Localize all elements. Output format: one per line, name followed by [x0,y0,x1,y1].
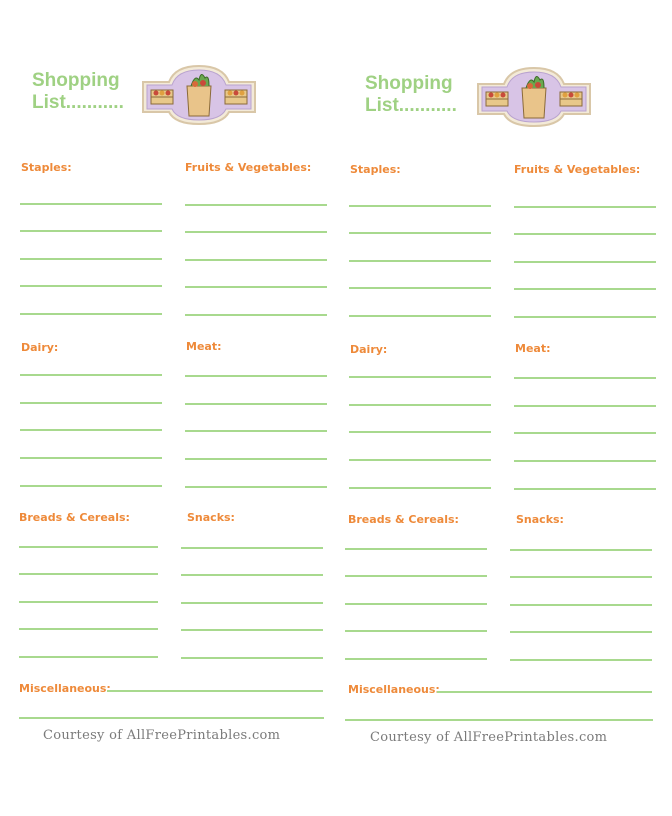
write-in-line[interactable] [19,717,324,719]
category-snacks: Snacks: [516,513,564,526]
write-in-line[interactable] [514,288,656,290]
write-in-line[interactable] [345,575,487,577]
write-in-line[interactable] [510,549,652,551]
produce-crate-icon [151,90,173,104]
write-in-line[interactable] [20,485,162,487]
write-in-line[interactable] [349,232,491,234]
credit-footer: Courtesy of AllFreePrintables.com [370,730,608,745]
write-in-line[interactable] [345,658,487,660]
list-title [365,73,457,117]
write-in-line[interactable] [510,659,652,661]
write-in-line[interactable] [19,601,158,603]
write-in-line[interactable] [20,203,162,205]
category-breads-cereals: Breads & Cereals: [348,513,459,526]
write-in-line[interactable] [514,488,656,490]
credit-footer: Courtesy of AllFreePrintables.com [43,728,281,743]
category-fruits-vegetables: Fruits & Vegetables: [514,163,641,176]
write-in-line[interactable] [345,719,653,721]
grocery-bag-icon [470,66,598,128]
write-in-line[interactable] [181,602,323,604]
write-in-line[interactable] [514,233,656,235]
write-in-line[interactable] [185,231,327,233]
write-in-line[interactable] [185,375,327,377]
write-in-line[interactable] [185,458,327,460]
write-in-line[interactable] [514,261,656,263]
write-in-line[interactable] [19,573,158,575]
produce-crate-icon [486,92,508,106]
write-in-line[interactable] [185,259,327,261]
write-in-line[interactable] [19,628,158,630]
write-in-line[interactable] [185,286,327,288]
write-in-line[interactable] [349,205,491,207]
category-dairy: Dairy: [350,343,388,356]
write-in-line[interactable] [514,316,656,318]
title-line-1: Shopping [365,73,453,94]
write-in-line[interactable] [20,313,162,315]
write-in-line[interactable] [349,260,491,262]
write-in-line[interactable] [514,377,656,379]
write-in-line[interactable] [510,576,652,578]
write-in-line[interactable] [181,657,323,659]
category-meat: Meat: [515,342,551,355]
write-in-line[interactable] [19,546,158,548]
produce-crate-icon-right [560,92,582,106]
category-breads-cereals: Breads & Cereals: [19,511,130,524]
category-meat: Meat: [186,340,222,353]
produce-crate-icon-right [225,90,247,104]
category-miscellaneous: Miscellaneous: [348,683,440,696]
write-in-line[interactable] [20,374,162,376]
write-in-line[interactable] [20,230,162,232]
write-in-line[interactable] [185,486,327,488]
category-staples: Staples: [21,161,72,174]
write-in-line[interactable] [181,547,323,549]
write-in-line[interactable] [514,460,656,462]
title-line-2: List........... [365,95,457,116]
write-in-line[interactable] [514,405,656,407]
write-in-line[interactable] [349,376,491,378]
category-staples: Staples: [350,163,401,176]
write-in-line[interactable] [185,204,327,206]
write-in-line[interactable] [514,432,656,434]
write-in-line[interactable] [185,403,327,405]
write-in-line[interactable] [345,630,487,632]
title-line-1: Shopping [32,70,120,91]
write-in-line[interactable] [510,604,652,606]
write-in-line[interactable] [107,690,323,692]
write-in-line[interactable] [510,631,652,633]
write-in-line[interactable] [349,287,491,289]
write-in-line[interactable] [349,315,491,317]
write-in-line[interactable] [181,574,323,576]
grocery-bag-icon [135,64,263,126]
write-in-line[interactable] [20,429,162,431]
write-in-line[interactable] [185,430,327,432]
write-in-line[interactable] [345,548,487,550]
title-line-2: List........... [32,92,124,113]
category-fruits-vegetables: Fruits & Vegetables: [185,161,312,174]
category-dairy: Dairy: [21,341,59,354]
write-in-line[interactable] [20,402,162,404]
write-in-line[interactable] [349,487,491,489]
write-in-line[interactable] [185,314,327,316]
write-in-line[interactable] [20,457,162,459]
write-in-line[interactable] [20,258,162,260]
write-in-line[interactable] [20,285,162,287]
category-snacks: Snacks: [187,511,235,524]
write-in-line[interactable] [437,691,652,693]
write-in-line[interactable] [181,629,323,631]
category-miscellaneous: Miscellaneous: [19,682,111,695]
write-in-line[interactable] [349,431,491,433]
list-title [32,70,124,114]
write-in-line[interactable] [19,656,158,658]
write-in-line[interactable] [514,206,656,208]
write-in-line[interactable] [345,603,487,605]
write-in-line[interactable] [349,459,491,461]
write-in-line[interactable] [349,404,491,406]
shopping-list-right [329,0,665,816]
